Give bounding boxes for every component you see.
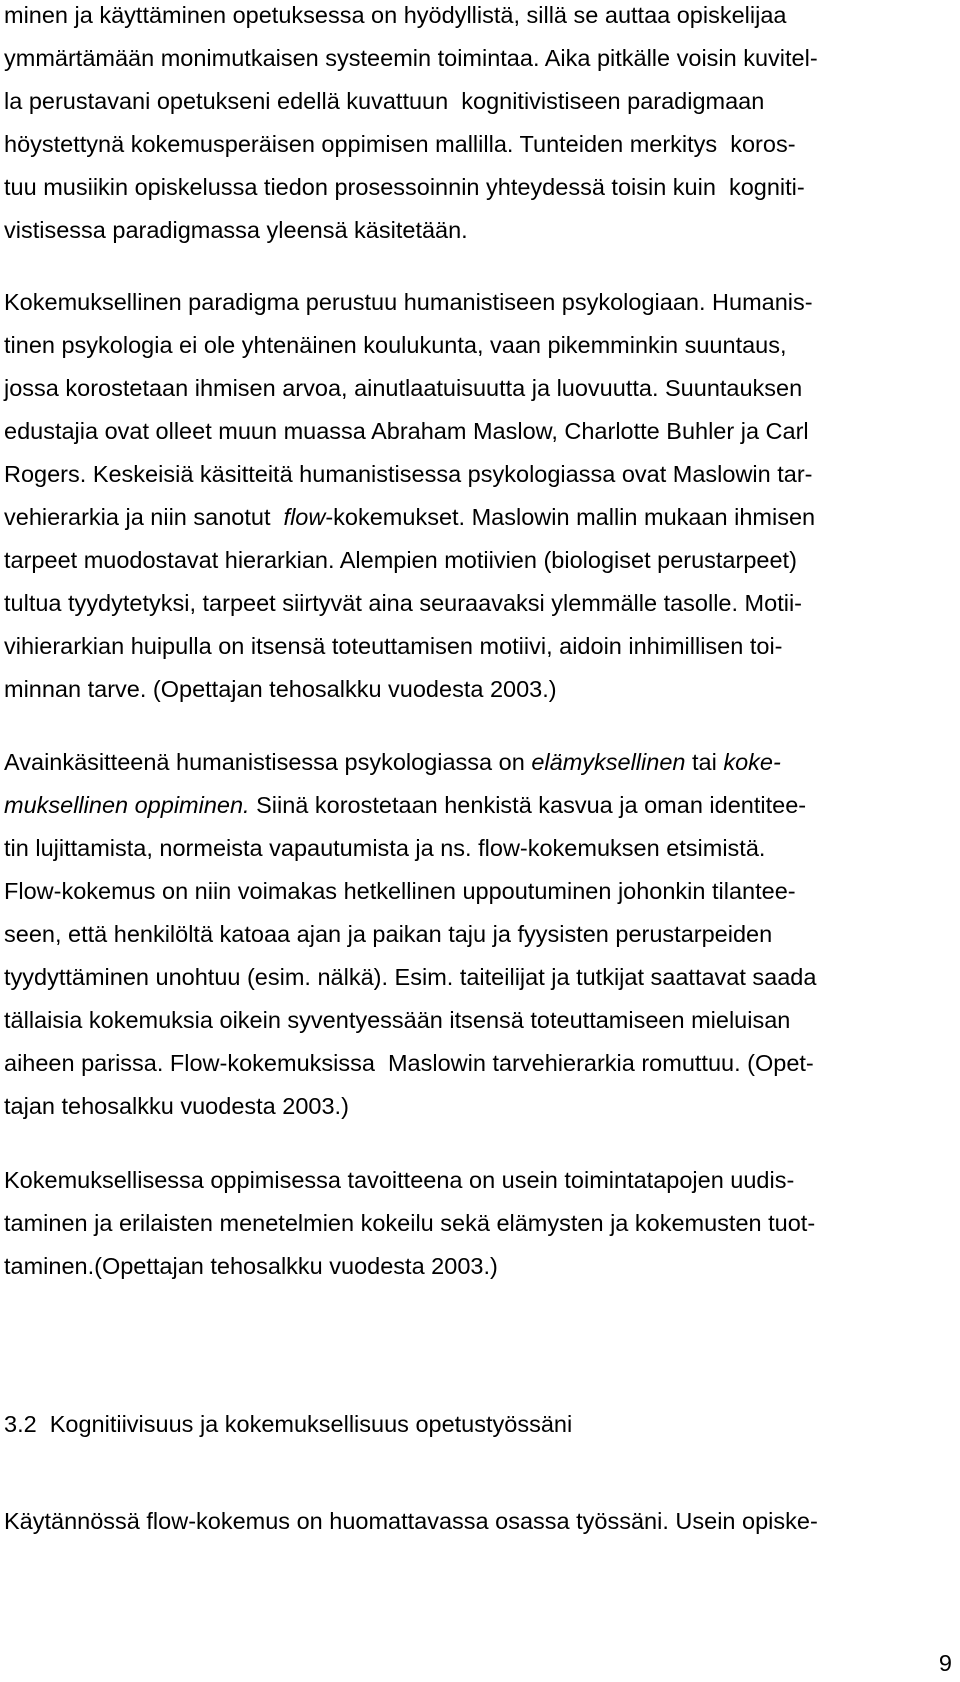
text-line: tajan tehosalkku vuodesta 2003.) — [4, 1093, 349, 1119]
text-line — [4, 747, 781, 777]
text-line: Rogers. Keskeisiä käsitteitä humanistisessa psykologiassa ovat Maslowin tar- — [4, 461, 813, 487]
text-line: tarpeet muodostavat hierarkian. Alempien motiivien (biologiset perustarpeet) — [4, 547, 797, 573]
text-line: vihierarkian huipulla on itsensä toteuttamisen motiivi, aidoin inhimillisen toi- — [4, 633, 783, 659]
text-segment: -kokemukset. Maslowin mallin mukaan ihmisen — [325, 504, 816, 530]
text-line: tuu musiikin opiskelussa tiedon prosessoinnin yhteydessä toisin kuin kogniti- — [4, 174, 805, 200]
text-line: la perustavani opetukseni edellä kuvattuun kognitivistiseen paradigmaan — [4, 88, 765, 114]
text-line: edustajia ovat olleet muun muassa Abraham Maslow, Charlotte Buhler ja Carl — [4, 418, 809, 444]
text-line: seen, että henkilöltä katoaa ajan ja paikan taju ja fyysisten perustarpeiden — [4, 921, 773, 947]
text-line: minen ja käyttäminen opetuksessa on hyödyllistä, sillä se auttaa opiskelijaa — [4, 2, 787, 28]
text-line: ymmärtämään monimutkaisen systeemin toimintaa. Aika pitkälle voisin kuvitel- — [4, 45, 818, 71]
text-segment: Avainkäsitteenä humanistisessa psykologiassa on — [4, 749, 532, 775]
italic-term: elämyksellinen — [531, 749, 686, 775]
text-line: aiheen parissa. Flow-kokemuksissa Maslowin tarvehierarkia romuttuu. (Opet- — [4, 1050, 814, 1076]
text-segment: Siinä korostetaan henkistä kasvua ja oman identitee- — [249, 792, 807, 818]
text-line — [4, 502, 815, 532]
text-line: tällaisia kokemuksia oikein syventyessään itsensä toteuttamiseen mieluisan — [4, 1007, 791, 1033]
text-line: Käytännössä flow-kokemus on huomattavassa osassa työssäni. Usein opiske- — [4, 1508, 818, 1534]
text-line: minnan tarve. (Opettajan tehosalkku vuodesta 2003.) — [4, 676, 557, 702]
text-segment: vehierarkia ja niin sanotut — [4, 504, 284, 530]
italic-term: muksellinen oppiminen. — [4, 792, 250, 818]
text-line: Kokemuksellinen paradigma perustuu humanistiseen psykologiaan. Humanis- — [4, 289, 813, 315]
section-heading: 3.2 Kognitiivisuus ja kokemuksellisuus opetustyössäni — [4, 1411, 573, 1437]
text-line: höystettynä kokemusperäisen oppimisen mallilla. Tunteiden merkitys koros- — [4, 131, 796, 157]
text-line: tin lujittamista, normeista vapautumista ja ns. flow-kokemuksen etsimistä. — [4, 835, 766, 861]
page-number: 9 — [938, 1650, 952, 1676]
text-line: taminen ja erilaisten menetelmien kokeilu sekä elämysten ja kokemusten tuot- — [4, 1210, 816, 1236]
text-line: Flow-kokemus on niin voimakas hetkellinen uppoutuminen johonkin tilantee- — [4, 878, 796, 904]
text-line: tinen psykologia ei ole yhtenäinen koulukunta, vaan pikemminkin suuntaus, — [4, 332, 787, 358]
text-line: tyydyttäminen unohtuu (esim. nälkä). Esim. taiteilijat ja tutkijat saattavat saada — [4, 964, 817, 990]
text-segment: tai — [685, 749, 724, 775]
text-line: vistisessa paradigmassa yleensä käsitetään. — [4, 217, 468, 243]
text-line: Kokemuksellisessa oppimisessa tavoitteena on usein toimintatapojen uudis- — [4, 1167, 795, 1193]
italic-term: flow — [283, 504, 326, 530]
text-line — [4, 790, 806, 820]
text-line: taminen.(Opettajan tehosalkku vuodesta 2003.) — [4, 1253, 498, 1279]
italic-term: koke- — [723, 749, 781, 775]
text-line: tultua tyydytetyksi, tarpeet siirtyvät aina seuraavaksi ylemmälle tasolle. Motii- — [4, 590, 803, 616]
text-line: jossa korostetaan ihmisen arvoa, ainutlaatuisuutta ja luovuutta. Suuntauksen — [4, 375, 803, 401]
